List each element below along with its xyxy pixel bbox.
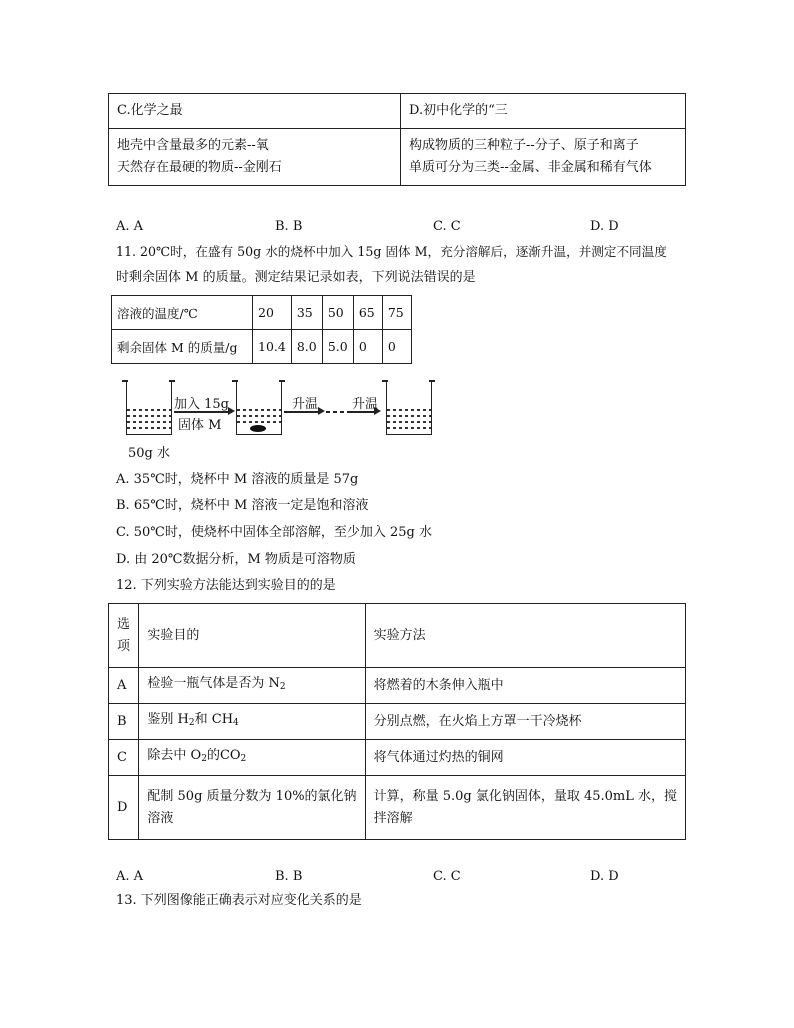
q12-stem: 12. 下列实验方法能达到实验目的的是 bbox=[116, 578, 336, 593]
q10-option-d: D. D bbox=[590, 219, 619, 234]
text-line: 溶液 bbox=[147, 810, 174, 826]
header-method: 实验方法 bbox=[365, 604, 685, 668]
row-purpose bbox=[139, 776, 365, 840]
row-purpose bbox=[139, 704, 365, 740]
row-purpose bbox=[139, 740, 365, 776]
table-cell-line: 单质可分为三类--金属、非金属和稀有气体 bbox=[409, 160, 652, 175]
q11-stem-line1: 11. 20℃时，在盛有 50g 水的烧杯中加入 15g 固体 M，充分溶解后，逐渐升温，并测定不同温度 bbox=[116, 244, 667, 259]
row-method: 将燃着的木条伸入瓶中 bbox=[365, 668, 685, 704]
table-cell-line: 地壳中含量最多的元素--氧 bbox=[117, 138, 269, 153]
text-span: 和 CH bbox=[194, 712, 234, 727]
q12-experiment-table bbox=[108, 603, 686, 840]
mass-label: 剩余固体 M 的质量/g bbox=[112, 330, 253, 364]
text-span: 的CO bbox=[206, 748, 241, 763]
beaker-with-solid bbox=[236, 382, 282, 435]
row-purpose bbox=[139, 668, 365, 704]
table-cell: 50 bbox=[322, 296, 353, 330]
q12-option-a: A. A bbox=[116, 869, 144, 884]
text-span: 除去中 O bbox=[147, 748, 202, 763]
heat-label-1: 升温 bbox=[292, 397, 319, 412]
subscript: 2 bbox=[201, 754, 207, 764]
heat-label-2: 升温 bbox=[352, 397, 379, 412]
q12-option-b: B. B bbox=[275, 869, 303, 884]
table-cell: 8.0 bbox=[291, 330, 322, 364]
table-cell-line: 天然存在最硬的物质--金刚石 bbox=[117, 160, 282, 175]
table-cell: 0 bbox=[353, 330, 382, 364]
q11-option-b: B. 65℃时，烧杯中 M 溶液一定是饱和溶液 bbox=[116, 498, 369, 513]
table-cell-c bbox=[109, 129, 401, 186]
table-cell-line: 构成物质的三种粒子--分子、原子和离子 bbox=[409, 138, 639, 153]
solid-m bbox=[250, 425, 266, 432]
header-option bbox=[109, 604, 139, 668]
row-option: B bbox=[109, 704, 139, 740]
row-method: 将气体通过灼热的铜网 bbox=[365, 740, 685, 776]
text-line: 拌溶解 bbox=[373, 810, 413, 826]
table-header-d: D.初中化学的“三 bbox=[401, 94, 686, 129]
table-cell: 35 bbox=[291, 296, 322, 330]
q10-option-c: C. C bbox=[433, 219, 461, 234]
dashed-connector bbox=[326, 411, 350, 413]
table-cell: 0 bbox=[382, 330, 411, 364]
add-label-1: 加入 15g bbox=[174, 397, 229, 412]
row-method bbox=[365, 776, 685, 840]
subscript: 4 bbox=[233, 718, 239, 728]
temp-label: 溶液的温度/℃ bbox=[112, 296, 253, 330]
table-cell: 20 bbox=[253, 296, 292, 330]
header-purpose: 实验目的 bbox=[139, 604, 365, 668]
subscript: 2 bbox=[279, 682, 286, 692]
row-option: A bbox=[109, 668, 139, 704]
subscript: 2 bbox=[188, 718, 195, 728]
text-line: 配制 50g 质量分数为 10%的氯化钠 bbox=[147, 788, 357, 804]
dissolution-diagram bbox=[118, 378, 438, 460]
table-cell: 10.4 bbox=[253, 330, 292, 364]
text-line: 计算，称量 5.0g 氯化钠固体，量取 45.0mL 水，搅 bbox=[373, 788, 677, 804]
water-label: 50g 水 bbox=[128, 446, 170, 461]
table-cell: 5.0 bbox=[322, 330, 353, 364]
beaker-solution bbox=[386, 382, 432, 435]
q10-option-b: B. B bbox=[275, 219, 303, 234]
table-header-c: C.化学之最 bbox=[109, 94, 401, 129]
header-option-line: 选 bbox=[117, 616, 131, 632]
row-option: C bbox=[109, 740, 139, 776]
row-method: 分别点燃，在火焰上方罩一干冷烧杯 bbox=[365, 704, 685, 740]
q10-option-a: A. A bbox=[116, 219, 144, 234]
text-span: 检验一瓶气体是否为 N bbox=[147, 676, 280, 691]
row-option: D bbox=[109, 776, 139, 840]
table-cell-d bbox=[401, 129, 686, 186]
q12-option-d: D. D bbox=[590, 869, 619, 884]
table-chem-facts bbox=[108, 93, 686, 186]
q13-stem: 13. 下列图像能正确表示对应变化关系的是 bbox=[116, 893, 362, 908]
beaker-water bbox=[126, 382, 172, 435]
text-span: 鉴别 H bbox=[147, 712, 189, 727]
table-cell: 65 bbox=[353, 296, 382, 330]
q11-option-c: C. 50℃时，使烧杯中固体全部溶解，至少加入 25g 水 bbox=[116, 525, 432, 540]
q11-stem-line2: 时剩余固体 M 的质量。测定结果记录如表，下列说法错误的是 bbox=[116, 270, 476, 285]
q11-data-table bbox=[111, 295, 412, 364]
header-option-line: 项 bbox=[117, 638, 131, 654]
q12-option-c: C. C bbox=[433, 869, 461, 884]
q11-option-a: A. 35℃时，烧杯中 M 溶液的质量是 57g bbox=[116, 472, 359, 487]
q11-option-d: D. 由 20℃数据分析，M 物质是可溶物质 bbox=[116, 552, 356, 567]
table-cell: 75 bbox=[382, 296, 411, 330]
subscript: 2 bbox=[240, 754, 247, 764]
add-label-2: 固体 M bbox=[178, 418, 222, 433]
